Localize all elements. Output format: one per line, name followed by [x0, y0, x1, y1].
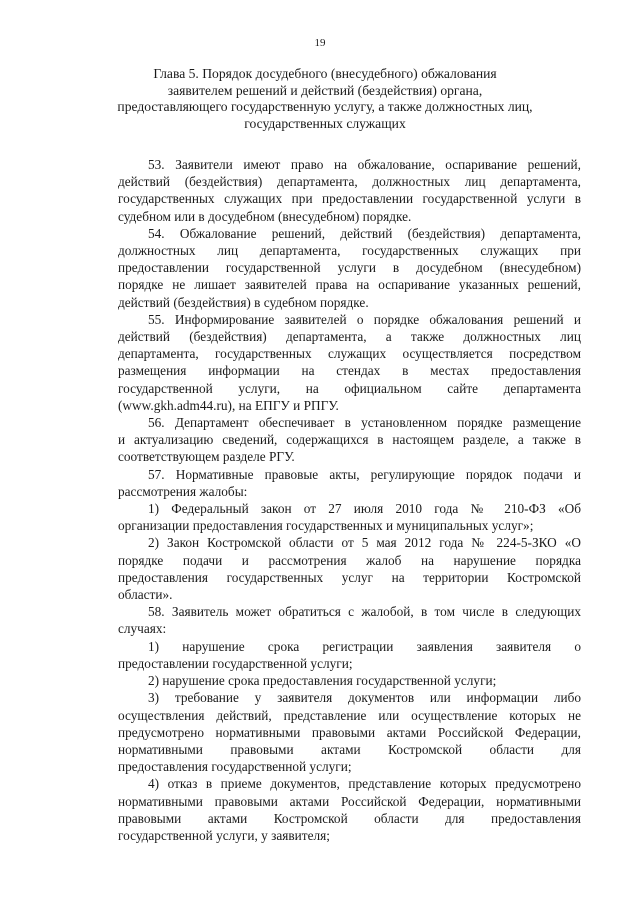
paragraph-line: области».	[118, 587, 173, 603]
paragraph-line: нормативными правовыми актами Костромской области для	[118, 741, 581, 757]
paragraph-line: 56. Департамент обеспечивает в установленном порядке размещение	[148, 415, 581, 431]
paragraph-line: нормативными правовыми актами Российской Федерации, нормативными	[118, 793, 581, 809]
paragraph	[118, 638, 581, 672]
paragraph-line: правовыми актами Костромской области для предоставления	[118, 810, 581, 826]
paragraph-line: предоставления государственной услуги;	[118, 759, 352, 775]
body-text	[118, 156, 581, 844]
paragraph	[118, 500, 581, 534]
paragraph	[118, 775, 581, 844]
paragraph	[118, 603, 581, 637]
paragraph-line: предоставлении государственной услуги;	[118, 655, 353, 671]
paragraph-line: действий (бездействия) департамента, а также должностных лиц	[118, 329, 581, 345]
paragraph-line: 1) нарушение срока регистрации заявления заявителя о	[148, 638, 581, 654]
chapter-title-line: заявителем решений и действий (бездействия) органа,	[167, 82, 483, 98]
paragraph	[118, 156, 581, 225]
paragraph-line: (www.gkh.adm44.ru), на ЕПГУ и РПГУ.	[118, 397, 339, 413]
paragraph-line: 57. Нормативные правовые акты, регулирующие порядок подачи и	[148, 466, 581, 482]
paragraph	[118, 414, 581, 466]
paragraph-line: 58. Заявитель может обратиться с жалобой, в том числе в следующих	[148, 604, 581, 620]
paragraph-line: размещения информации на стендах в местах предоставления	[118, 363, 581, 379]
paragraph	[118, 689, 581, 775]
paragraph-line: 4) отказ в приеме документов, представление которых предусмотрено	[148, 776, 581, 792]
paragraph	[118, 311, 581, 414]
paragraph	[118, 466, 581, 500]
chapter-title-line: Глава 5. Порядок досудебного (внесудебного) обжалования	[153, 66, 497, 81]
paragraph-line: судебном или в досудебном (внесудебном) порядке.	[118, 208, 412, 224]
chapter-title-line: государственных служащих	[244, 115, 406, 131]
paragraph-line: и актуализацию сведений, содержащихся в настоящем разделе, а также в	[118, 432, 581, 448]
paragraph-line: 3) требование у заявителя документов или информации либо	[148, 690, 581, 706]
paragraph-line: 1) Федеральный закон от 27 июля 2010 года № 210-ФЗ «Об	[148, 501, 581, 517]
paragraph-line: предусмотрено нормативными правовыми актами Российской Федерации,	[118, 724, 581, 740]
chapter-title	[90, 66, 560, 132]
paragraph-line: рассмотрения жалобы:	[118, 483, 248, 499]
chapter-title-line: предоставляющего государственную услугу, а также должностных лиц,	[117, 99, 533, 115]
paragraph-line: государственных служащих при предоставлении государственной услуги в	[118, 191, 581, 207]
paragraph-line: департамента, государственных служащих осуществляется посредством	[118, 346, 581, 362]
paragraph-line: государственной услуги, у заявителя;	[118, 827, 330, 843]
paragraph-line: организации предоставления государственных и муниципальных услуг»;	[118, 518, 534, 534]
paragraph-line: должностных лиц департамента, государственных служащих при	[118, 243, 581, 259]
paragraph-line: 54. Обжалование решений, действий (бездействия) департамента,	[148, 225, 581, 241]
paragraph-line: порядке не лишает заявителей права на оспаривание указанных решений,	[118, 277, 581, 293]
paragraph-line: предоставлении государственной услуги в досудебном (внесудебном)	[118, 260, 581, 276]
paragraph	[118, 534, 581, 603]
paragraph-line: действий (бездействия) департамента, должностных лиц департамента,	[118, 174, 581, 190]
paragraph-line: 2) нарушение срока предоставления государственной услуги;	[148, 673, 497, 689]
page-number: 19	[314, 37, 326, 49]
paragraph-line: действий (бездействия) в судебном порядке.	[118, 294, 369, 310]
paragraph-line: предоставления государственных услуг на территории Костромской	[118, 569, 581, 585]
paragraph-line: осуществления действий, представление или осуществление которых не	[118, 707, 581, 723]
paragraph-line: 2) Закон Костромской области от 5 мая 2012 года № 224-5-ЗКО «О	[148, 535, 581, 551]
paragraph	[118, 225, 581, 311]
paragraph-line: государственной услуги, на официальном сайте департамента	[118, 380, 581, 396]
paragraph-line: порядке подачи и рассмотрения жалоб на нарушение порядка	[118, 552, 581, 568]
paragraph	[118, 672, 581, 689]
paragraph-line: соответствующем разделе РГУ.	[118, 449, 295, 465]
paragraph-line: случаях:	[118, 621, 167, 637]
paragraph-line: 55. Информирование заявителей о порядке обжалования решений и	[148, 311, 581, 327]
paragraph-line: 53. Заявители имеют право на обжалование, оспаривание решений,	[148, 157, 581, 172]
